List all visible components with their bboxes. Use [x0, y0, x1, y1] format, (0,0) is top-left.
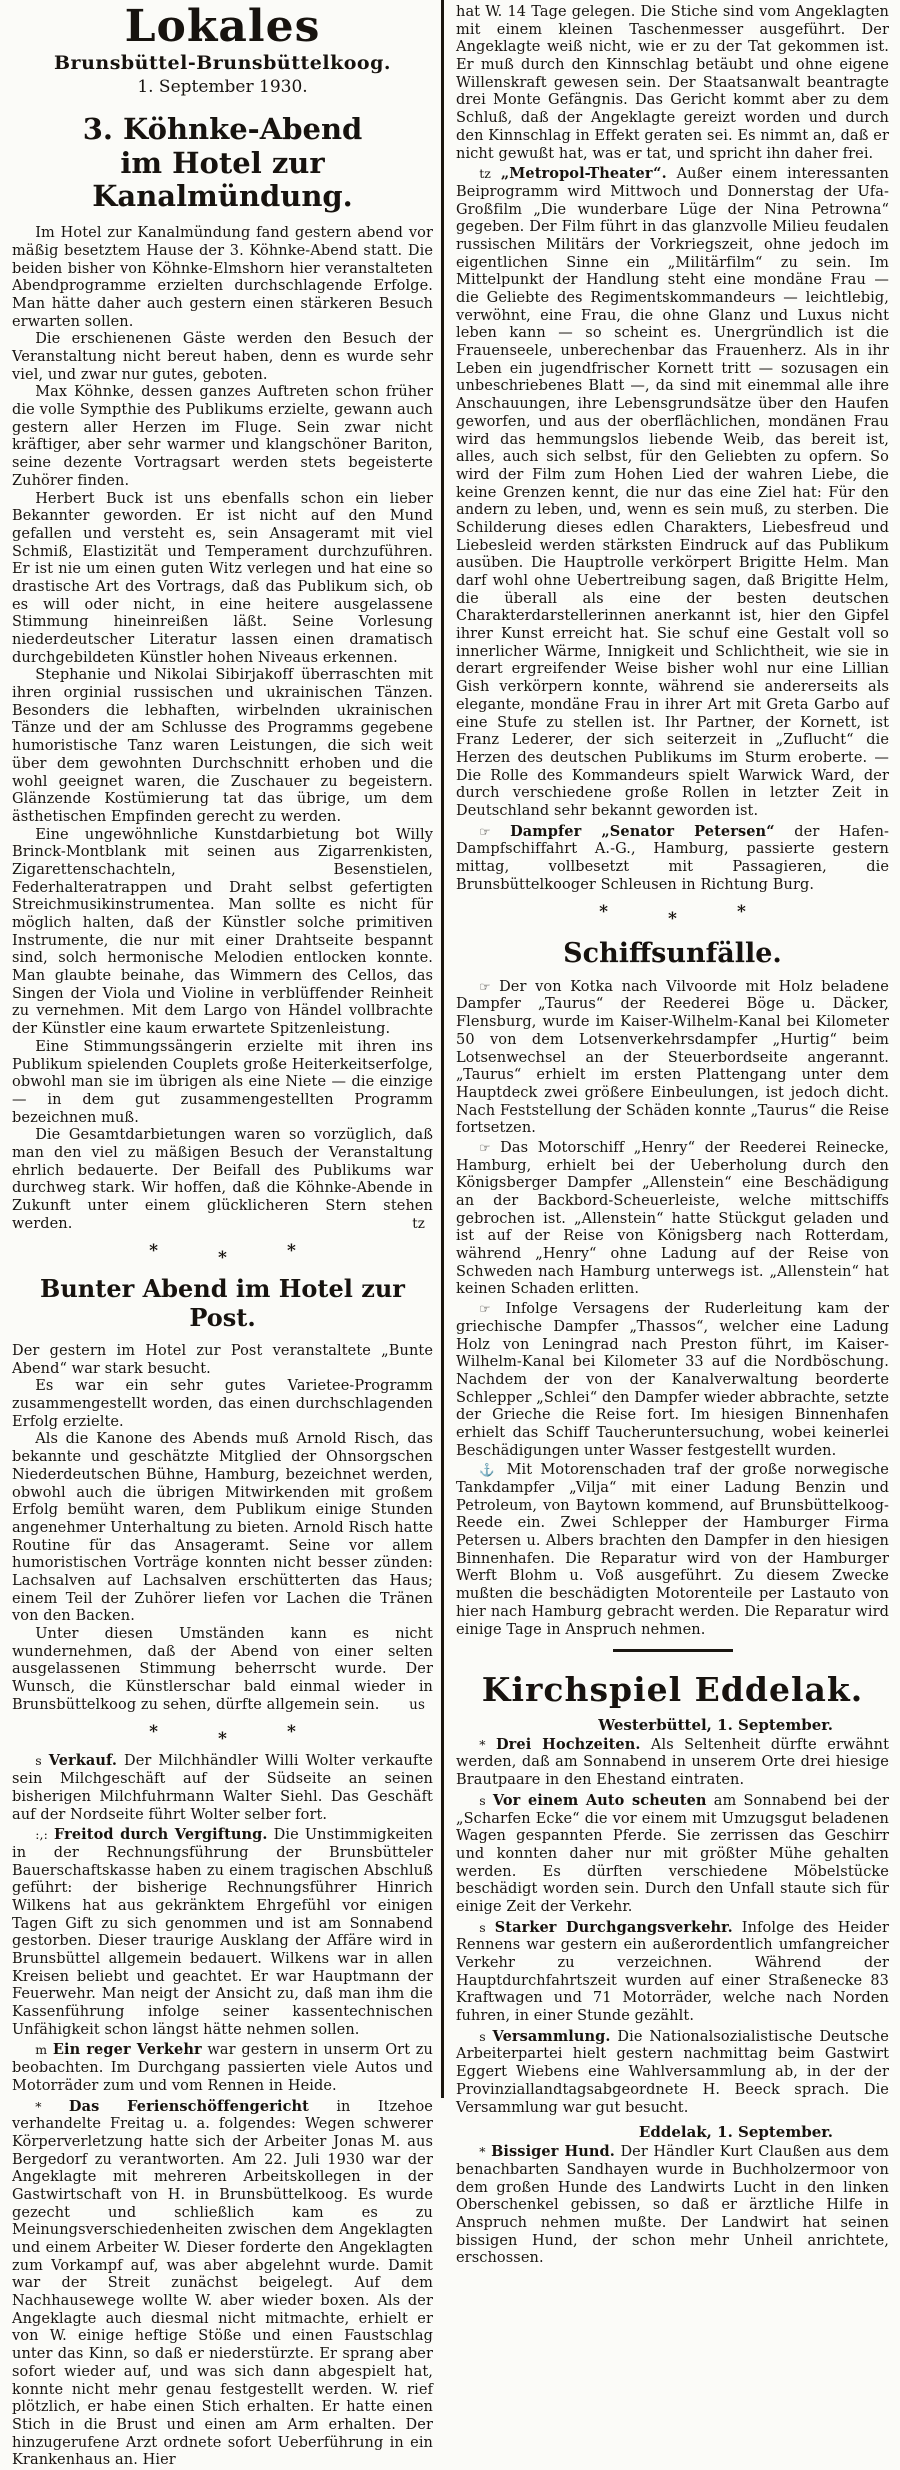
item-lead: Dampfer „Senator Petersen“ [510, 822, 775, 840]
section-schiffsunfaelle [456, 938, 889, 1639]
fist-marker-icon: ☞ [479, 978, 491, 994]
item-marker: m [35, 2042, 48, 2058]
item-text: Als Seltenheit dürfte erwähnt werden, daß am Sonnabend in unserem Orte drei hiesige Brautpaare in den Ehestand eintraten. [456, 1736, 889, 1789]
star-separator [456, 902, 889, 930]
paragraph: Max Köhnke, dessen ganzes Auftreten schon früher die volle Sympthie des Publikums erzielte, gewann auch gestern aller Herzen im Fluge. Sein zwar nicht kräftiger, aber sehr warmer und klangschöner Bariton, seine dezente Vortragsart werden stets begeisterte Zuhörer finden. [12, 384, 433, 489]
news-item-verkehr [12, 2041, 433, 2095]
paragraph: Die erschienenen Gäste werden den Besuch der Veranstaltung nicht bereut haben, denn es wurde sehr viel, und zwar nur gutes, geboten. [12, 331, 433, 383]
left-column [0, 0, 441, 2469]
dateline-eddelak: Eddelak, 1. September. [638, 2123, 833, 2142]
item-marker: * [35, 2098, 42, 2114]
paragraph: Es war ein sehr gutes Varietee-Programm zusammengestellt worden, das einen durchschlagenden Erfolg erzielte. [12, 1378, 433, 1430]
news-item-schoeffengericht [12, 2098, 433, 2470]
ship-accident-item-taurus [456, 979, 889, 1138]
item-lead: Drei Hochzeiten. [495, 1735, 641, 1753]
item-marker: * [479, 2144, 486, 2160]
section-title: Lokales [124, 1, 321, 52]
star-glyph: * [286, 1722, 296, 1743]
news-item-hochzeiten [456, 1736, 889, 1790]
anchor-marker-icon: ⚓ [479, 1462, 499, 1478]
item-marker: s [479, 1792, 486, 1808]
news-item-metropol-theater [456, 165, 889, 820]
ship-accident-item-vilja [456, 1462, 889, 1639]
paragraph [12, 1127, 433, 1233]
item-lead: Ein reger Verkehr [52, 2041, 202, 2059]
paragraph: Stephanie und Nikolai Sibirjakoff überraschten mit ihren orginial russischen und ukrainischen Tänzen. Besonders die lebhaften, wirbelnden ukrainischen Tänze und der am Schlusse des Programms gegebene humoristische Tanz waren Leistungen, die sich weit über dem gewohnten Durchschnitt erhoben und die wohl geeignet waren, die Zuschauer zu begeistern. Glänzende Kostümierung tat das übrige, um dem ästhetischen Empfinden gerecht zu werden. [12, 667, 433, 825]
item-text: Der Händler Kurt Claußen aus dem benachbarten Sandhayen wurde in Buchholzermoor von dem großen Hunde des Landwirts Lucht in den linken Oberschenkel gebissen, so daß er ärztliche Hilfe in Anspruch nehmen mußte. Der Landwirt hat seinen bissigen Hund, der schon mehr Unheil anrichtete, erschossen. [456, 2144, 889, 2267]
news-item-verkauf [12, 1752, 433, 1824]
star-glyph: * [218, 1729, 227, 1750]
news-item-bissiger-hund [456, 2143, 889, 2268]
article-bunter-abend [12, 1275, 433, 1714]
item-marker: s [479, 2028, 486, 2044]
star-glyph: * [149, 1722, 159, 1743]
item-text: der Hafen-Dampfschiffahrt A.-G., Hamburg, passierte gestern mittag, vollbesetzt mit Passagieren, die Brunsbüttelkooger Schleusen in Richtung Burg. [456, 823, 890, 893]
paragraph: Eine Stimmungssängerin erzielte mit ihren ins Publikum spielenden Couplets große Heiterkeitserfolge, obwohl man sie im übrigen als eine Niete — die einzige — in dem gut zusammengestellten Programm bezeichnen muß. [12, 1038, 433, 1126]
item-lead: Freitod durch Vergiftung. [53, 1826, 268, 1844]
item-text: Die Nationalsozialistische Deutsche Arbeiterpartei hielt gestern nachmittag beim Gastwirt Eggert Wiebens eine Wahlversammlung ab, in der der Provinziallandtagsabgeordnete H. Beeck sprach. Die Versammlung war gut besucht. [456, 2028, 889, 2116]
star-glyph: * [149, 1241, 159, 1262]
item-marker: tz [479, 166, 491, 182]
item-text: Der von Kotka nach Vilvoorde mit Holz beladene Dampfer „Taurus“ der Reederei Böge u. Däcker, Flensburg, wurde im Kaiser-Wilhelm-Kanal bei Kilometer 50 von dem Lotsenverkehrsdampfer „Hurtig“ beim Lotsenwechsel an der Steuerbordseite angerannt. „Taurus“ erhielt im ersten Plattengang unter dem Hauptdeck zwei größere Einbeulungen, ist jedoch dicht. Nach Feststellung der Schäden konnte „Taurus“ die Reise fortsetzen. [456, 978, 889, 1137]
masthead-date: 1. September 1930. [137, 77, 308, 98]
paragraph: Eine ungewöhnliche Kunstdarbietung bot Willy Brinck-Montblank mit seinen aus Zigarrenkisten, Zigarettenschachteln, Besenstielen, Federhalteratrappen und Draht selbst gefertigten Streichmusikinstrumentea. Man sollte es nicht für möglich halten, daß der Künstler solche primitiven Instrumente, die nur mit einer Drahtseite bespannt sind, solch hermonische Melodien entlocken konnte. Man glaubte beinahe, das Wimmern des Cellos, das Singen der Viola und Violine in verblüffender Reinheit zu vernehmen. Mit dem Largo von Händel vollbrachte der Künstler eine kaum erwartete Spitzenleistung. [12, 826, 433, 1038]
item-marker: s [479, 1919, 486, 1935]
star-glyph: * [668, 909, 677, 930]
right-column [444, 0, 899, 2267]
item-lead: Bissiger Hund. [491, 2143, 615, 2161]
koehnke-headline-line1: 3. Köhnke-Abend [82, 112, 363, 147]
fist-marker-icon: ☞ [479, 1139, 491, 1155]
masthead [12, 1, 433, 98]
news-item-durchgangsverkehr [456, 1919, 889, 2026]
masthead-subtitle: Brunsbüttel-Brunsbüttelkoog. [54, 52, 391, 75]
bunter-headline: Bunter Abend im Hotel zur Post. [40, 1274, 405, 1333]
item-text: in Itzehoe verhandelte Freitag u. a. folgendes: Wegen schwerer Körperverletzung hatte sich der Arbeiter Jonas M. aus Bergedorf zu verantworten. Am 22. Juli 1930 war der Angeklagte mit mehreren Arbeitskollegen in der Gastwirtschaft von H. in Brunsbüttelkoog. Es wurde gezecht und schließlich kam es zu Meinungsverschiedenheiten zwischen dem Angeklagten und einem Arbeiter W. Dieser forderte den Angeklagten zum Vorkampf auf, was aber abgelehnt wurde. Damit war der Streit zunächst beigelegt. Auf dem Nachhausewege wollte W. aber wieder boxen. Als der Angeklagte auch diesmal nicht mitmachte, erhielt er von W. einige heftige Stöße und einen Faustschlag unter das Kinn, so daß er niederstürzte. Er sprang aber sofort wieder auf, und was sich dann abgespielt hat, konnte nicht mehr genau festgestellt werden. W. rief plötzlich, er habe einen Stich erhalten. Er hatte einen Stich in die Brust und einen am Arm erhalten. Der hinzugerufene Arzt ordnete sofort Ueberführung in ein Krankenhaus an. Hier [12, 2098, 433, 2469]
item-text: Infolge Versagens der Ruderleitung kam der griechische Dampfer „Thassos“, welcher eine Ladung Holz von Leningrad nach Preston führt, im Kaiser-Wilhelm-Kanal bei Kilometer 33 auf die Nordböschung. Nachdem der von der Kanalverwaltung beorderte Schlepper „Schlei“ den Dampfer wieder abbrachte, setzte der Grieche die Reise fort. Im hiesigen Binnenhafen erhielt das Schiff Taucheruntersuchung, wobei keinerlei Beschädigungen unter Wasser festgestellt wurden. [456, 1301, 889, 1459]
section-kirchspiel-eddelak [456, 1670, 889, 2268]
star-glyph: * [218, 1248, 227, 1269]
star-separator [12, 1241, 433, 1269]
author-signature: tz [412, 1215, 425, 1232]
item-lead: Vor einem Auto scheuten [492, 1791, 707, 1809]
news-item-versammlung [456, 2028, 889, 2117]
kirchspiel-headline: Kirchspiel Eddelak. [481, 1670, 864, 1710]
item-lead: „Metropol-Theater“. [500, 165, 667, 183]
continuation-paragraph: hat W. 14 Tage gelegen. Die Stiche sind vom Angeklagten mit einem kleinen Taschenmesser ausgeführt. Der Angeklagte weiß nicht, wie er zu der Tat gekommen ist. Er muß durch den Kinnschlag betäubt und ohne eigene Willenskraft gewesen sein. Der Staatsanwalt beantragte drei Monte Gefängnis. Das Gericht kommt aber zu dem Schluß, daß der Angeklagte gereizt worden und durch den Kinnschlag in Effekt geraten sei. Es nimmt an, daß er nicht gewußt hat, was er tat, und spricht ihn daher frei. [456, 4, 889, 162]
article-koehnke-abend [12, 113, 433, 1233]
schiffsunfaelle-headline: Schiffsunfälle. [563, 938, 782, 970]
news-item-auto-scheuten [456, 1792, 889, 1917]
paragraph: Im Hotel zur Kanalmündung fand gestern abend vor mäßig besetztem Hause der 3. Köhnke-Abend statt. Die beiden bisher von Köhnke-Elmshorn hier veranstalteten Abendprogramme erzielten durchschlagende Erfolge. Man hätte daher auch gestern einen stärkeren Besuch erwarten sollen. [12, 225, 433, 330]
item-lead: Verkauf. [48, 1752, 118, 1770]
star-glyph: * [736, 902, 746, 923]
paragraph-text: Die Gesamtdarbietungen waren so vorzüglich, daß man den viel zu mäßigen Besuch der Veranstaltung ehrlich bedauerte. Der Beifall des Publikums war durchweg stark. Wir hoffen, daß die Köhnke-Abende in Zukunft unter einem glücklicheren Stern stehen werden. [12, 1127, 433, 1232]
fist-marker-icon: ☞ [479, 823, 491, 839]
author-signature: us [409, 1696, 425, 1713]
paragraph: Der gestern im Hotel zur Post veranstaltete „Bunte Abend“ war stark besucht. [12, 1343, 433, 1377]
koehnke-headline-line2: im Hotel zur Kanalmündung. [92, 145, 353, 213]
item-text: Außer einem interessanten Beiprogramm wird Mittwoch und Donnerstag der Ufa-Großfilm „Die wunderbare Lüge der Nina Petrowna“ gegeben. Der Film führt in das glanzvolle Milieu feudalen russischen Militärs der Vorkriegszeit, ohne jedoch im eigentlichen Sinne ein „Militärfilm“ zu sein. Im Mittelpunkt der Handlung steht eine mondäne Frau — die Geliebte des Regimentskommandeurs — leichtlebig, verwöhnt, eine Frau, die ohne Glanz und Luxus nicht leben kann — so scheint es. Unergründlich ist die Frauenseele, unberechenbar das Frauenherz. Als in ihr Leben ein jugendfrischer Kornett tritt — sozusagen ein unbeschriebenes Blatt —, da sind mit einemmal alle ihre Anschauungen, ihre Lebensgrundsätze über den Haufen geworfen, und aus der oberflächlichen, mondänen Frau wird das hemmungslos liebende Weib, das bereit ist, alles, auch sich selbst, für den Geliebten zu opfern. So wird der Film zum Hohen Lied der wahren Liebe, die keine Grenzen kennt, die nur das eine Ziel hat: Für den andern zu leben, und, wenn es sein muß, zu sterben. Die Schilderung dieses edlen Charakters, Liebesfreud und Liebesleid werden stärksten Eindruck auf das Publikum ausüben. Die Hauptrolle verkörpert Brigitte Helm. Man darf wohl ohne Uebertreibung sagen, daß Brigitte Helm, die überall als eine der besten deutschen Charakterdarstellerinnen anerkannt ist, hier den Gipfel ihrer Kunst erreicht hat. Sie schuf eine Gestalt voll so innerlicher Wärme, Innigkeit und Schlichtheit, wie sie in derart ergreifender Weise bisher wohl nur eine Lillian Gish verkörpern konnte, während sie andererseits als elegante, mondäne Frau in ihrer Art mit Greta Garbo auf eine Stufe zu stellen ist. Ihr Partner, der Kornett, ist Franz Lederer, der sich seiterzeit in „Zuflucht“ die Herzen des deutschen Publikums im Sturm eroberte. — Die Rolle des Kommandeurs spielt Warwick Ward, der durch verschiedene große Rollen in letzter Zeit in Deutschland sehr bekannt geworden ist. [456, 166, 889, 819]
item-text: Mit Motorenschaden traf der große norwegische Tankdampfer „Vilja“ mit einer Ladung Benzin und Petroleum, von Baytown kommend, auf Brunsbüttelkoog-Reede ein. Zwei Schlepper der Hamburger Firma Petersen u. Albers brachten den Dampfer in den hiesigen Binnenhafen. Die Reparatur wird von der Hamburger Werft Blohm u. Voß ausgeführt. Zu diesem Zwecke mußten die beschädigten Motorenteile per Lastauto von hier nach Hamburg gebracht werden. Die Reparatur wird einige Tage in Anspruch nehmen. [456, 1462, 889, 1638]
ship-accident-item-henry [456, 1140, 889, 1299]
star-glyph: * [599, 902, 609, 923]
item-marker: :,: [35, 1827, 48, 1843]
paragraph [12, 1626, 433, 1714]
item-text: Die Unstimmigkeiten in der Rechnungsführung der Brunsbütteler Bauerschaftskasse haben zu einem tragischen Abschluß geführt: der bisherige Rechnungsführer Hinrich Wilkens hat aus gekränktem Ehrgefühl vor einigen Tagen Gift zu sich genommen und ist am Sonnabend gestorben. Dieser traurige Ausklang der Affäre wird in Brunsbüttel allgemein bedauert. Wilkens war in allen Kreisen beliebt und geachtet. Er war Hauptmann der Feuerwehr. Man neigt der Ansicht zu, daß man ihm die Kassenführung infolge seiner kassentechnischen Unfähigkeit schon längst hätte nehmen sollen. [12, 1827, 433, 2038]
dateline-westerbuettel: Westerbüttel, 1. September. [598, 1715, 833, 1734]
item-text: Das Motorschiff „Henry“ der Reederei Reinecke, Hamburg, erhielt bei der Ueberholung durch den Königsberger Dampfer „Allenstein“ eine Beschädigung an der Backbord-Scheuerleiste, welche mittschiffs gebrochen ist. „Allenstein“ hatte Stückgut geladen und ist auf der Reise von Königsberg nach Rotterdam, während „Henry“ ohne Ladung auf der Reise von Schweden nach Hamburg unterwegs ist. „Allenstein“ hat keinen Schaden erlitten. [456, 1139, 889, 1298]
item-lead: Das Ferienschöffengericht [68, 2097, 309, 2115]
item-text: war gestern in unserm Ort zu beobachten. Im Durchgang passierten viele Autos und Motorräder zum und vom Rennen in Heide. [12, 2042, 433, 2094]
fist-marker-icon: ☞ [479, 1301, 491, 1317]
news-item-dampfer-senator-petersen [456, 823, 889, 895]
item-text: am Sonnabend bei der „Scharfen Ecke“ die vor einem mit Umzugsgut beladenen Wagen gespannten Pferde. Sie zerrissen das Geschirr und konnten daher nur mit größter Mühe gehalten werden. Es dürften verschiedene Möbelstücke beschädigt worden sein. Durch den Unfall staute sich für einige Zeit der Verkehr. [456, 1792, 889, 1915]
paragraph: Herbert Buck ist uns ebenfalls schon ein lieber Bekannter geworden. Er ist nicht auf den Mund gefallen und versteht es, sein Ansageramt mit viel Schmiß, Elastizität und Temperament durchzuführen. Er ist nie um einen guten Witz verlegen und hat eine so drastische Art des Vortrags, daß das Publikum sich, ob es will oder nicht, in eine heitere ausgelassene Stimmung hineinreißen läßt. Seine Vorlesung niederdeutscher Literatur lassen einen dramatisch durchgebildeten Künstler hohen Niveaus erkennen. [12, 490, 433, 666]
star-glyph: * [286, 1241, 296, 1262]
paragraph-text: Unter diesen Umständen kann es nicht wundernehmen, daß der Abend von einer selten ausgelassenen Stimmung beherrscht wurde. Der Wunsch, die Künstlerschar bald einmal wieder in Brunsbüttelkoog zu sehen, dürfte allgemein sein. [12, 1626, 433, 1713]
news-item-freitod [12, 1826, 433, 2039]
dash-separator [613, 1649, 733, 1652]
local-news-items [12, 1752, 433, 2470]
item-marker: * [479, 1736, 486, 1752]
item-text: Der Milchhändler Willi Wolter verkaufte sein Milchgeschäft auf der Südseite an seinen bisherigen Milchfuhrmann Walter Siehl. Das Geschäft auf der Nordseite führt Wolter selber fort. [12, 1753, 433, 1823]
ship-accident-item-thassos [456, 1301, 889, 1460]
koehnke-headline [12, 113, 433, 213]
item-lead: Versammlung. [492, 2027, 611, 2045]
item-marker: s [35, 1753, 42, 1769]
item-lead: Starker Durchgangsverkehr. [494, 1918, 733, 1936]
star-separator [12, 1722, 433, 1750]
paragraph: Als die Kanone des Abends muß Arnold Risch, das bekannte und geschätzte Mitglied der Ohnsorgschen Niederdeutschen Bühne, Hamburg, bezeichnet werden, obwohl auch die übrigen Mitwirkenden mit großem Erfolg bemüht waren, dem Publikum einige Stunden angenehmer Unterhaltung zu bieten. Arnold Risch hatte Routine für das Ansageramt. Seine vor allem humoristischen Vorträge konnten nicht besser zünden: Lachsalven auf Lachsalven erschütterten das Haus; einem Teil der Zuhörer liefen vor Lachen die Tränen von den Backen. [12, 1431, 433, 1625]
item-text: Infolge des Heider Rennens war gestern ein außerordentlich umfangreicher Verkehr zu verzeichnen. Während der Hauptdurchfahrtszeit wurden auf einer Straßenecke 83 Kraftwagen und 71 Motorräder, welche nach Norden fuhren, in einer Stunde gezählt. [456, 1919, 889, 2025]
